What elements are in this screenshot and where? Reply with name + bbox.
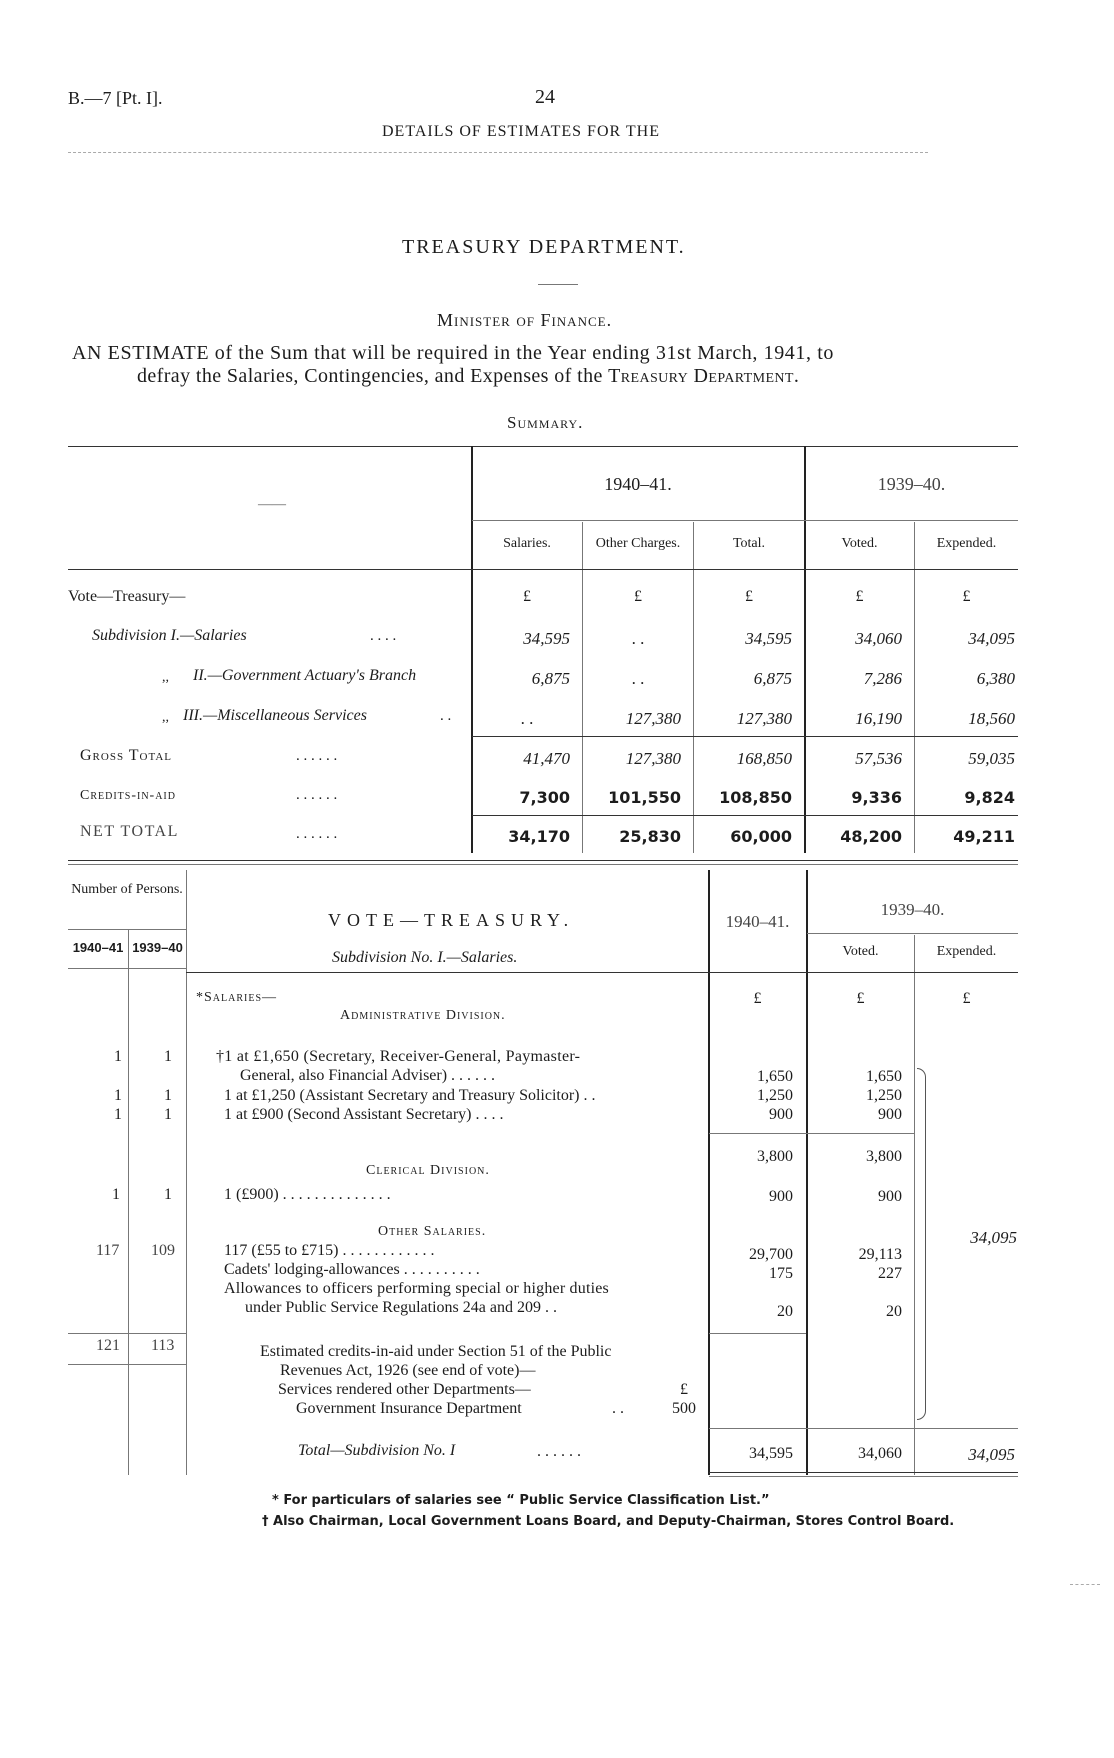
row-sub2-prefix: ,, xyxy=(162,670,169,685)
vote-vrule-persons xyxy=(128,930,129,1475)
persons-total-rule xyxy=(68,1333,186,1334)
row-sub1-label: Subdivision I.—Salaries xyxy=(92,627,247,644)
clerical-value-40: 900 xyxy=(769,1188,793,1205)
other-value-39-1: 29,113 xyxy=(858,1246,902,1263)
admin-persons-39-3: 1 xyxy=(164,1106,172,1123)
admin-subtotal-rule xyxy=(709,1133,914,1134)
summary-bottom-rule xyxy=(68,860,1018,861)
footnote-2: † Also Chairman, Local Government Loans Board, and Deputy-Chairman, Stores Control Board. xyxy=(262,1514,955,1529)
summary-net-rule xyxy=(472,815,1018,816)
currency-total: £ xyxy=(745,588,753,605)
vote-year-prev: 1939–40. xyxy=(880,900,945,919)
net-total-dots: . . . . . . xyxy=(296,826,338,842)
gross-voted: 57,536 xyxy=(855,749,902,768)
row-sub2-salaries: 6,875 xyxy=(531,669,570,688)
credits-other: 101,550 xyxy=(608,788,681,807)
credits-voted: 9,336 xyxy=(851,788,902,807)
total-subdivision-1939-voted: 34,060 xyxy=(858,1445,902,1462)
admin-persons-40-1: 1 xyxy=(114,1048,122,1065)
vote-col-expended: Expended. xyxy=(936,944,997,959)
vote-treasury-label: Vote—Treasury— xyxy=(68,588,186,605)
vote-header-rule xyxy=(186,972,1018,973)
summary-stub-dash: —— xyxy=(258,497,286,512)
total-subdivision-label: Total—Subdivision No. I xyxy=(298,1442,456,1459)
credits-salaries: 7,300 xyxy=(519,788,570,807)
total-subdivision-dots: . . . . . . xyxy=(537,1443,581,1460)
admin-line-2: 1 at £1,250 (Assistant Secretary and Treasury Solicitor) . . xyxy=(224,1087,596,1104)
credits-note-dots: . . xyxy=(612,1400,624,1417)
expended-bracket-value: 34,095 xyxy=(970,1228,1017,1247)
currency-expended: £ xyxy=(962,588,971,605)
credits-note-line-2: Revenues Act, 1926 (see end of vote)— xyxy=(280,1362,536,1379)
clerical-line: 1 (£900) . . . . . . . . . . . . . . xyxy=(224,1186,391,1203)
vote-1940-total-rule xyxy=(709,1333,806,1334)
clerical-persons-39: 1 xyxy=(164,1186,172,1203)
gross-other: 127,380 xyxy=(625,749,681,768)
summary-top-rule xyxy=(68,446,1018,447)
header-rule xyxy=(68,152,928,153)
row-sub1-other: . . xyxy=(631,629,645,648)
vote-vrule-expended xyxy=(914,935,915,1475)
admin-persons-40-3: 1 xyxy=(114,1106,122,1123)
gross-total: 168,850 xyxy=(736,749,792,768)
vote-total-bottom-rule-2 xyxy=(709,1476,1018,1477)
credits-label: Credits-in-aid xyxy=(80,788,176,803)
credits-expended: 9,824 xyxy=(964,788,1015,807)
salaries-heading: *Salaries— xyxy=(196,990,278,1005)
admin-subtotal-40: 3,800 xyxy=(757,1148,793,1165)
admin-value-40-3: 900 xyxy=(769,1106,793,1123)
credits-note-line-4: Government Insurance Department xyxy=(296,1400,522,1417)
vote-subtitle: Subdivision No. I.—Salaries. xyxy=(332,949,518,966)
col-other-charges: Other Charges. xyxy=(595,536,681,551)
gross-total-label: Gross Total xyxy=(80,747,173,764)
total-subdivision-1940: 34,595 xyxy=(749,1445,793,1462)
credits-note-amount: 500 xyxy=(672,1400,696,1417)
vote-col-voted: Voted. xyxy=(842,944,879,959)
admin-persons-39-2: 1 xyxy=(164,1087,172,1104)
other-value-40-3: 20 xyxy=(777,1303,793,1320)
col-salaries: Salaries. xyxy=(503,536,551,551)
admin-line-3: 1 at £900 (Second Assistant Secretary) . . . . xyxy=(224,1106,504,1123)
net-salaries: 34,170 xyxy=(508,827,570,846)
vote-currency-voted: £ xyxy=(856,990,865,1007)
gross-expended: 59,035 xyxy=(968,749,1015,768)
row-sub1-total: 34,595 xyxy=(745,629,792,648)
net-voted: 48,200 xyxy=(840,827,902,846)
page-reference: B.—7 [Pt. I]. xyxy=(68,88,163,108)
net-total: 60,000 xyxy=(730,827,792,846)
persons-subheader-rule xyxy=(68,968,186,969)
admin-persons-40-2: 1 xyxy=(114,1087,122,1104)
clerical-persons-40: 1 xyxy=(112,1186,120,1203)
other-line-3: Allowances to officers performing special or higher duties xyxy=(224,1280,609,1297)
department-title: TREASURY DEPARTMENT. xyxy=(402,236,686,258)
gross-total-dots: . . . . . . xyxy=(296,748,338,764)
row-sub1-salaries: 34,595 xyxy=(523,629,570,648)
other-line-3b: under Public Service Regulations 24a and 209 . . xyxy=(245,1299,557,1316)
vote-vrule-1939 xyxy=(806,870,808,1475)
persons-total-rule-2 xyxy=(68,1364,186,1365)
vote-year-prev-rule xyxy=(807,933,1018,934)
vote-year-current: 1940–41. xyxy=(725,912,790,931)
clerical-value-39: 900 xyxy=(878,1188,902,1205)
total-persons-39: 113 xyxy=(151,1337,175,1354)
summary-year-current: 1940–41. xyxy=(604,474,672,494)
estimate-line-1: AN ESTIMATE of the Sum that will be required in the Year ending 31st March, 1941, to xyxy=(72,342,834,364)
row-sub2-other: . . xyxy=(631,669,645,688)
vote-title: VOTE—TREASURY. xyxy=(328,910,575,930)
other-salaries-heading: Other Salaries. xyxy=(378,1224,487,1239)
summary-bottom-rule-2 xyxy=(68,864,1018,865)
col-total: Total. xyxy=(732,536,766,551)
credits-note-line-1: Estimated credits-in-aid under Section 51 of the Public xyxy=(260,1343,612,1360)
other-value-39-2: 227 xyxy=(878,1265,902,1282)
currency-salaries: £ xyxy=(523,588,531,605)
vote-total-bottom-rule xyxy=(709,1472,1018,1473)
net-total-label: NET TOTAL xyxy=(80,823,179,840)
currency-voted: £ xyxy=(855,588,864,605)
minister-heading: Minister of Finance. xyxy=(437,310,613,330)
footnote-1: * For particulars of salaries see “ Public Service Classification List.” xyxy=(272,1493,770,1508)
row-sub1-voted: 34,060 xyxy=(855,629,902,648)
row-sub2-expended: 6,380 xyxy=(976,669,1015,688)
admin-subtotal-39: 3,800 xyxy=(866,1148,902,1165)
admin-line-1: †1 at £1,650 (Secretary, Receiver-General, Paymaster- xyxy=(216,1048,581,1065)
row-sub1-dots: . . . . xyxy=(370,628,397,644)
page-edge-mark xyxy=(1070,1584,1100,1585)
col-persons-1940: 1940–41 xyxy=(72,940,124,955)
other-persons-39: 109 xyxy=(151,1242,175,1259)
vote-currency-expended: £ xyxy=(962,990,971,1007)
estimate-line-2-prefix: defray the Salaries, Contingencies, and Expenses of the xyxy=(137,365,603,387)
other-line-1: 117 (£55 to £715) . . . . . . . . . . . . xyxy=(224,1242,435,1259)
running-title: DETAILS OF ESTIMATES FOR THE xyxy=(382,123,660,140)
summary-header-rule xyxy=(68,569,1018,570)
credits-dots: . . . . . . xyxy=(296,787,338,803)
expended-brace xyxy=(917,1068,926,1420)
summary-year-rule xyxy=(472,520,1018,521)
row-sub2-label: II.—Government Actuary's Branch xyxy=(193,667,417,684)
vote-currency-1940: £ xyxy=(753,990,762,1007)
total-subdivision-1939-expended: 34,095 xyxy=(968,1445,1015,1464)
estimate-line-2-dept: Treasury Department. xyxy=(608,365,800,387)
admin-line-1b: General, also Financial Adviser) . . . . . . xyxy=(240,1067,496,1084)
row-sub3-salaries: . . xyxy=(520,709,534,728)
admin-value-40-1: 1,650 xyxy=(757,1068,793,1085)
title-dash xyxy=(538,284,578,285)
row-sub3-label: III.—Miscellaneous Services xyxy=(183,707,367,724)
col-persons-1939: 1939–40 xyxy=(132,940,183,955)
row-sub2-total: 6,875 xyxy=(753,669,792,688)
other-persons-40: 117 xyxy=(96,1242,120,1259)
row-sub2-voted: 7,286 xyxy=(863,669,902,688)
row-sub3-prefix: ,, xyxy=(162,710,169,725)
row-sub3-voted: 16,190 xyxy=(855,709,902,728)
net-other: 25,830 xyxy=(619,827,681,846)
admin-persons-39-1: 1 xyxy=(164,1048,172,1065)
other-value-40-2: 175 xyxy=(769,1265,793,1282)
net-expended: 49,211 xyxy=(953,827,1015,846)
clerical-division-heading: Clerical Division. xyxy=(366,1163,490,1178)
row-sub3-other: 127,380 xyxy=(625,709,681,728)
credits-total: 108,850 xyxy=(719,788,792,807)
admin-value-39-3: 900 xyxy=(878,1106,902,1123)
currency-other: £ xyxy=(634,588,642,605)
vote-vrule-desc xyxy=(186,870,187,1475)
gross-salaries: 41,470 xyxy=(523,749,570,768)
admin-value-39-1: 1,650 xyxy=(866,1068,902,1085)
other-value-40-1: 29,700 xyxy=(749,1246,793,1263)
row-sub3-total: 127,380 xyxy=(736,709,792,728)
admin-value-39-2: 1,250 xyxy=(866,1087,902,1104)
row-sub1-expended: 34,095 xyxy=(968,629,1015,648)
other-line-2: Cadets' lodging-allowances . . . . . . . . . . xyxy=(224,1261,480,1278)
total-persons-40: 121 xyxy=(96,1337,120,1354)
row-sub3-expended: 18,560 xyxy=(968,709,1015,728)
other-value-39-3: 20 xyxy=(886,1303,902,1320)
number-of-persons-heading: Number of Persons. xyxy=(71,882,183,897)
credits-note-currency: £ xyxy=(680,1381,688,1398)
page-number: 24 xyxy=(535,86,555,108)
persons-header-rule xyxy=(68,929,186,930)
summary-gross-rule xyxy=(472,736,1018,737)
row-sub3-dots: . . xyxy=(440,708,452,724)
summary-year-prev: 1939–40. xyxy=(877,474,946,494)
administrative-division-heading: Administrative Division. xyxy=(340,1008,506,1023)
summary-title: Summary. xyxy=(507,413,584,432)
vote-vrule-1940 xyxy=(708,870,710,1475)
estimate-line-2 xyxy=(137,365,799,388)
col-voted: Voted. xyxy=(841,536,878,551)
vote-total-top-rule xyxy=(709,1428,1018,1429)
col-expended: Expended. xyxy=(936,536,997,551)
credits-note-line-3: Services rendered other Departments— xyxy=(278,1381,531,1398)
admin-value-40-2: 1,250 xyxy=(757,1087,793,1104)
